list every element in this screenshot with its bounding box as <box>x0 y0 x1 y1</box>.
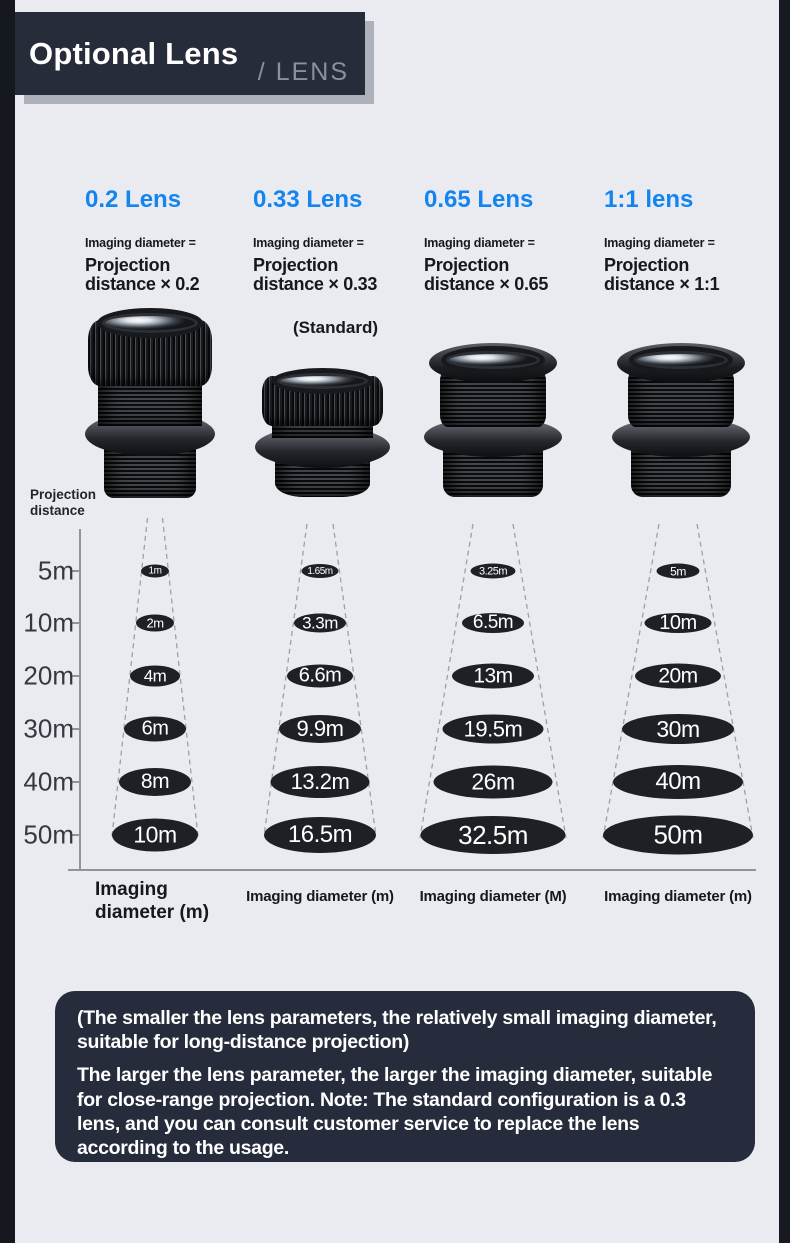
imaging-diameter-blob: 1m <box>141 565 169 578</box>
axis-vertical-line <box>79 529 81 870</box>
notes-panel <box>55 991 755 1162</box>
lens-photo-0-65 <box>424 343 562 498</box>
imaging-diameter-blob: 6.6m <box>287 665 353 688</box>
imaging-diameter-blob: 1.65m <box>302 564 339 578</box>
projection-distance-label: Projection distance <box>30 487 97 518</box>
header-panel <box>15 12 365 95</box>
distance-row-label: 20m <box>23 660 74 691</box>
distance-row-label: 40m <box>23 766 74 797</box>
note-paragraph-2: The larger the lens parameter, the larger the imaging diameter, suitable for close-range projection. Note: The standard configuration is a 0.3 lens, and you can consult customer service to replace the lens according to the usage. <box>77 1064 713 1159</box>
lens-photo-0-2 <box>85 308 215 498</box>
lens-photo-1-1 <box>612 343 750 498</box>
formula-text: Projection distance × 0.33 <box>253 255 378 294</box>
lens-column-head-033 <box>253 186 418 294</box>
imaging-diameter-blob: 2m <box>136 615 174 632</box>
imaging-diameter-blob: 20m <box>635 664 721 689</box>
lens-column-title: 0.65 Lens <box>424 186 534 213</box>
formula-equals-label: Imaging diameter = <box>424 236 535 250</box>
imaging-diameter-blob: 19.5m <box>443 715 544 744</box>
lens-column-title: 0.2 Lens <box>85 186 182 213</box>
imaging-diameter-blob: 32.5m <box>421 816 566 854</box>
note-paragraph-1: (The smaller the lens parameters, the relatively small imaging diameter, suitable for long-distance projection) <box>77 1007 717 1054</box>
imaging-diameter-blob: 30m <box>622 714 734 744</box>
imaging-diameter-blob: 6m <box>124 717 186 742</box>
axis-horizontal-line <box>68 869 756 871</box>
imaging-diameter-blob: 40m <box>613 765 743 799</box>
formula-equals-label: Imaging diameter = <box>604 236 715 250</box>
header-tag: / LENS <box>257 58 349 86</box>
standard-badge: (Standard) <box>293 318 378 337</box>
lens-photo-0-33 <box>255 368 390 497</box>
imaging-diameter-axis-label: Imaging diameter (m) <box>604 888 752 905</box>
imaging-diameter-axis-label: Imaging diameter (m) <box>95 879 210 923</box>
lens-column-title: 1:1 lens <box>604 186 694 213</box>
distance-row-label: 5m <box>37 555 74 586</box>
imaging-diameter-blob: 13.2m <box>271 766 370 798</box>
lens-column-head-11 <box>604 186 769 294</box>
imaging-diameter-axis-label: Imaging diameter (m) <box>246 888 394 905</box>
lens-glass-highlight <box>441 346 545 374</box>
formula-text: Projection distance × 1:1 <box>604 255 720 294</box>
distance-row-label: 10m <box>23 607 74 638</box>
imaging-diameter-blob: 3.25m <box>471 564 516 579</box>
imaging-diameter-blob: 26m <box>434 766 553 799</box>
imaging-diameter-blob: 13m <box>452 664 534 689</box>
formula-text: Projection distance × 0.2 <box>85 255 200 294</box>
imaging-diameter-blob: 4m <box>130 666 180 687</box>
imaging-diameter-blob: 3.3m <box>294 614 346 633</box>
imaging-diameter-blob: 6.5m <box>462 613 524 633</box>
imaging-diameter-blob: 16.5m <box>264 817 376 853</box>
formula-text: Projection distance × 0.65 <box>424 255 549 294</box>
imaging-diameter-blob: 10m <box>645 613 712 633</box>
imaging-diameter-blob: 9.9m <box>279 715 361 743</box>
formula-equals-label: Imaging diameter = <box>253 236 364 250</box>
lens-column-head-02 <box>85 186 250 294</box>
lens-glass-highlight <box>272 368 373 394</box>
lens-column-head-065 <box>424 186 589 294</box>
lens-glass-highlight <box>97 308 203 338</box>
imaging-diameter-blob: 10m <box>112 819 198 852</box>
distance-row-label: 50m <box>23 819 74 850</box>
distance-row-label: 30m <box>23 713 74 744</box>
lens-glass-highlight <box>629 346 733 374</box>
left-border-strip <box>0 0 15 1243</box>
page-title: Optional Lens <box>29 36 239 71</box>
lens-column-title: 0.33 Lens <box>253 186 363 213</box>
imaging-diameter-blob: 8m <box>119 768 191 796</box>
formula-equals-label: Imaging diameter = <box>85 236 196 250</box>
imaging-diameter-blob: 50m <box>603 816 753 855</box>
imaging-diameter-blob: 5m <box>657 564 700 579</box>
right-border-strip <box>779 0 790 1243</box>
imaging-diameter-axis-label: Imaging diameter (M) <box>419 888 567 905</box>
